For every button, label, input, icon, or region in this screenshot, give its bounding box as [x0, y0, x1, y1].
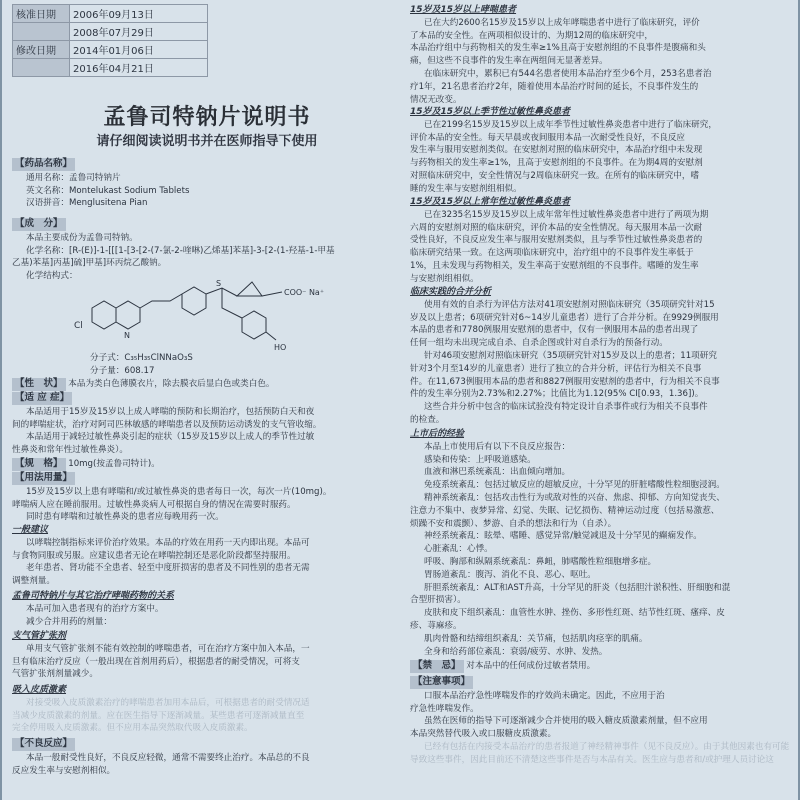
- text-line: 本品可加入患者现有的治疗方案中。: [26, 603, 164, 614]
- section-specification: [12, 458, 398, 472]
- text-line: 烦躁不安和震颤）、梦游、自杀的想法和行为（自杀）。: [410, 518, 617, 529]
- section-header: 【药品名称】: [12, 158, 75, 171]
- text-line: 针对46项安慰剂对照临床研究（35项研究针对15岁及以上的患者；11项研究: [424, 350, 717, 361]
- text-line: 心脏紊乱：心悸。: [424, 544, 493, 555]
- right-column: [410, 0, 796, 800]
- section-header: 【成 分】: [12, 218, 66, 231]
- date-value: 2006年09月13日: [70, 5, 208, 23]
- text-line: 睡的发生率与安慰剂组相似。: [410, 183, 522, 194]
- text-line: 针对3个月至14岁的儿童患者）进行了独立的合并分析，评估行为相关不良事: [410, 363, 702, 374]
- text-line: 呼吸、胸部和纵隔系统紊乱：鼻衄，肺嗜酸性粒细胞增多症。: [424, 556, 657, 567]
- section-post-marketing: [410, 428, 796, 658]
- text-line: 这些合并分析中包含的临床试验没有特定设计自杀事件或行为相关不良事件: [424, 402, 708, 413]
- subsection-header: 上市后的经验: [410, 429, 465, 439]
- text-line: 免疫系统紊乱：包括过敏反应的超敏反应，十分罕见的肝脏嗜酸性粒细胞浸润。: [424, 480, 725, 491]
- text-line: 在临床研究中，累积已有544名患者使用本品治疗至少6个月，253名患者治: [424, 68, 712, 79]
- text-line: 本品突然替代吸入或口服糖皮质激素。: [410, 729, 557, 740]
- date-label: 修改日期: [13, 41, 70, 59]
- text-line: 与安慰剂组相似。: [410, 273, 479, 284]
- text-line: 与食物同服或另服。应建议患者无论在哮喘控制还是恶化阶段都坚持服用。: [12, 550, 296, 561]
- section-header: 【适 应 症】: [12, 392, 72, 405]
- section-general-advice: [12, 524, 398, 588]
- date-row: [13, 59, 208, 77]
- text-line: 通用名称：孟鲁司特钠片: [26, 172, 121, 183]
- section-properties: [12, 378, 398, 392]
- date-value: 2014年01月06日: [70, 41, 208, 59]
- text-line: 本品为类白色薄膜衣片，除去膜衣后显白色或类白色。: [68, 379, 275, 389]
- subsection-header: 支气管扩张剂: [12, 631, 67, 641]
- text-line: 神经系统紊乱：眩晕、嗜睡、感觉异常/触觉减退及十分罕见的癫痫发作。: [424, 531, 702, 542]
- text-line: 气管扩张剂剂量减少。: [12, 669, 98, 680]
- text-line: 间的哮喘症状，治疗对阿司匹林敏感的哮喘患者以及预防运动诱发的支气管收缩。: [12, 419, 322, 430]
- chem-label-hydroxyl: HO: [274, 343, 287, 352]
- text-line: 肝胆系统紊乱：ALT和AST升高，十分罕见的肝炎（包括胆汁淤积性、肝细胞和混: [424, 582, 731, 593]
- text-line: 口服本品治疗急性哮喘发作的疗效尚未确定。因此，不应用于治: [424, 690, 665, 701]
- text-line: 本品治疗组中与药物相关的发生率≥1%且高于安慰剂组的不良事件是腹痛和头: [410, 43, 706, 54]
- text-line: 哮喘病人应在睡前服用。过敏性鼻炎病人可根据自身的情况在需要时服药。: [12, 499, 296, 510]
- text-line: 已经有包括在内接受本品治疗的患者报道了神经精神事件（见不良反应）。由于其他因素也有可能: [424, 741, 790, 752]
- text-line: 本品上市使用后有以下不良反应报告：: [424, 441, 571, 452]
- text-line: 肌肉骨骼和结缔组织紊乱：关节痛，包括肌肉痉挛的肌痛。: [424, 633, 648, 644]
- section-header: 【不良反应】: [12, 738, 75, 751]
- molecular-formula-text: 分子式：C₃₅H₃₅ClNNaO₃S: [90, 353, 193, 363]
- text-line: 乙基)苯基]丙基]硫]甲基]环丙烷乙酸钠。: [12, 258, 167, 269]
- section-combination-therapy: [12, 590, 398, 628]
- document-title: 孟鲁司特钠片说明书: [103, 105, 311, 130]
- text-line: 全身和给药部位紊乱：衰弱/疲劳、水肿、发热。: [424, 646, 608, 657]
- text-line: 1%，且未发现与药物相关，发生率高于安慰剂组的不良事件。嗜睡的发生率: [410, 260, 699, 271]
- text-line: 老年患者、肾功能不全患者、轻至中度肝损害的患者及不同性别的患者无需: [26, 563, 310, 574]
- section-indications: [12, 392, 398, 457]
- date-label: [13, 59, 70, 77]
- text-line: 同时患有哮喘和过敏性鼻炎的患者应每晚用药一次。: [26, 512, 224, 523]
- section-adverse-reactions-left: [12, 738, 398, 777]
- subsection-header: 临床实践的合并分析: [410, 287, 492, 297]
- subsection-header: 孟鲁司特钠片与其它治疗哮喘药物的关系: [12, 591, 175, 601]
- text-line: 汉语拼音：Menglusitena Pian: [26, 198, 148, 209]
- text-line: 发生率与服用安慰剂类似。在安慰剂对照的临床研究中，本品治疗组中未发现: [410, 145, 703, 156]
- text-line: 已在大约2600名15岁及15岁以上成年哮喘患者中进行了临床研究，评价: [424, 17, 700, 28]
- section-contraindications: [410, 660, 796, 674]
- section-header: 【注意事项】: [410, 676, 473, 689]
- text-line: 以哮喘控制指标来评价治疗效果。本品的疗效在用药一天内即出现。本品可: [26, 537, 310, 548]
- text-line: 六周的安慰剂对照的临床研究，评价本品的安全性情况。每天服用本品一次耐: [410, 222, 703, 233]
- molecular-weight-text: 分子量：608.17: [90, 365, 155, 376]
- subsection-header: 15岁及15岁以上常年性过敏性鼻炎患者: [410, 197, 571, 207]
- chem-label-s: S: [216, 279, 222, 288]
- section-adult-asthma: [410, 4, 796, 106]
- text-line: 完全停用吸入皮质激素。但不应用本品突然取代吸入皮质激素。: [12, 723, 253, 734]
- date-row: [13, 5, 208, 23]
- section-header: 【性 状】: [12, 378, 66, 391]
- section-ingredients: [12, 218, 398, 283]
- section-dosage: [12, 472, 398, 524]
- date-label: [13, 23, 70, 41]
- section-header: 【规 格】: [12, 458, 66, 471]
- text-line: 受性良好，不良反应发生率与服用安慰剂类似，且与季节性过敏性鼻炎患者的: [410, 235, 703, 246]
- text-line: 当减少皮质激素的剂量。应在医生指导下逐渐减量。某些患者可逐渐减量直至: [12, 710, 305, 721]
- text-line: 痛，但这些不良事件的发生率在两组间无显著差异。: [410, 56, 608, 67]
- text-line: 化学名称：[R-(E)]-1-[[[1-[3-[2-(7-氯-2-喹啉)乙烯基]苯基]-3-[2-(1-羟基-1-甲基: [26, 245, 335, 256]
- section-perennial-rhinitis: [410, 196, 796, 286]
- text-line: 单用支气管扩张剂不能有效控制的哮喘患者，可在治疗方案中加入本品，一: [26, 643, 310, 654]
- text-line: 疗1年，21名患者治疗2年，随着使用本品治疗时间的延长，不良事件发生的: [410, 81, 699, 92]
- text-line: 件的发生率分别为2.73%和2.27%；比值比为1.12(95% CI[0.93，1.36])。: [410, 389, 704, 400]
- text-line: 件。在11,673例服用本品的患者和8827例服用安慰剂的患者中，行为相关不良事: [410, 376, 720, 387]
- text-line: 减少合并用药的剂量：: [26, 616, 112, 627]
- text-line: 了本品的安全性。在两项相似设计的、为期12周的临床研究中，: [410, 30, 653, 41]
- date-value: 2008年07月29日: [70, 23, 208, 41]
- text-line: 评价本品的安全性。每天早晨或夜间服用本品一次耐受性良好，不良反应: [410, 132, 686, 143]
- subsection-header: 一般建议: [12, 525, 49, 535]
- text-line: 本品的患者和7780例服用安慰剂的患者中，仅有一例服用本品的患者出现了: [410, 325, 699, 336]
- text-line: 虽然在医师的指导下可逐渐减少合并使用的吸入糖皮质激素剂量，但不应用: [424, 716, 708, 727]
- text-line: 英文名称：Montelukast Sodium Tablets: [26, 185, 190, 196]
- section-header: 【禁 忌】: [410, 660, 464, 673]
- left-column: [12, 0, 402, 800]
- text-line: 感染和传染：上呼吸道感染。: [424, 454, 536, 465]
- section-header: 【用法用量】: [12, 472, 75, 485]
- date-value: 2016年04月21日: [70, 59, 208, 77]
- text-line: 对照临床研究中，安全性情况与2周临床研究一致。在所有的临床研究中，嗜: [410, 170, 700, 181]
- text-line: 10mg(按孟鲁司特计)。: [68, 459, 160, 469]
- text-line: 对本品中的任何成份过敏者禁用。: [466, 661, 596, 671]
- text-line: 精神系统紊乱：包括攻击性行为或敌对性的兴奋、焦虑、抑郁、方向知觉丧失、: [424, 492, 725, 503]
- revision-dates-table: [12, 4, 208, 77]
- section-pooled-analysis: [410, 286, 796, 427]
- text-line: 的检查。: [410, 414, 445, 425]
- section-precautions: [410, 676, 796, 767]
- date-label: 核准日期: [13, 5, 70, 23]
- molecular-formula: [12, 352, 398, 378]
- text-line: 胃肠道紊乱：腹泻、消化不良、恶心、呕吐。: [424, 569, 596, 580]
- text-line: 本品一般耐受性良好，不良反应轻微，通常不需要终止治疗。本品总的不良: [26, 752, 310, 763]
- text-line: 调整剂量。: [12, 576, 55, 587]
- text-line: 临床研究结果一致。在这两项临床研究中，治疗组中的不良事件发生率低于: [410, 248, 694, 259]
- text-line: 对接受吸入皮质激素治疗的哮喘患者加用本品后，可根据患者的耐受情况适: [26, 697, 310, 708]
- text-line: 疗急性哮喘发作。: [410, 703, 479, 714]
- text-line: 本品主要成份为孟鲁司特钠。: [26, 232, 138, 243]
- section-drug-name: [12, 158, 398, 210]
- text-line: 已在3235名15岁及15岁以上成年常年性过敏性鼻炎患者中进行了两项为期: [424, 209, 709, 220]
- leaflet-sheet: [2, 0, 798, 800]
- text-line: 合型肝损害）。: [410, 595, 466, 606]
- text-line: 化学结构式：: [26, 271, 78, 282]
- text-line: 15岁及15岁以上患有哮喘和/或过敏性鼻炎的患者每日一次，每次一片(10mg)。: [26, 486, 332, 497]
- text-line: 血液和淋巴系统紊乱：出血倾向增加。: [424, 467, 571, 478]
- text-line: 岁及以上患者；6项研究针对6~14岁儿童患者）进行了合并分析。在9929例服用: [410, 312, 719, 323]
- section-seasonal-rhinitis: [410, 106, 796, 196]
- text-line: 与药物相关的发生率≥1%，且高于安慰剂组的不良事件。在为期4周的安慰剂: [410, 158, 703, 169]
- date-row: [13, 41, 208, 59]
- text-line: 本品适用于15岁及15岁以上成人哮喘的预防和长期治疗，包括预防白天和夜: [26, 406, 315, 417]
- text-line: 导致这些事件，因此目前还不清楚这些事件是否与本品有关。医生应与患者和/或护理人员讨论这: [410, 754, 774, 765]
- text-line: 皮肤和皮下组织紊乱：血管性水肿、挫伤、多形性红斑、结节性红斑、瘙痒、皮: [424, 608, 725, 619]
- chem-label-cl: Cl: [74, 321, 83, 331]
- text-line: 使用有效的自杀行为评估方法对41项安慰剂对照临床研究（35项研究针对15: [424, 299, 715, 310]
- chem-label-n: N: [124, 331, 130, 340]
- section-bronchodilator: [12, 630, 398, 681]
- text-line: 本品适用于减轻过敏性鼻炎引起的症状（15岁及15岁以上成人的季节性过敏: [26, 432, 315, 443]
- text-line: 反应发生率与安慰剂相似。: [12, 765, 116, 776]
- date-row: [13, 23, 208, 41]
- text-line: 注意力不集中、夜梦异常、幻觉、失眠、记忆损伤、精神运动过度（包括易激惹、: [410, 505, 720, 516]
- text-line: 性鼻炎和常年性过敏性鼻炎）。: [12, 445, 129, 456]
- text-line: 疹、荨麻疹。: [410, 620, 462, 631]
- subsection-header: 15岁及15岁以上哮喘患者: [410, 5, 517, 15]
- document-subtitle: 请仔细阅读说明书并在医师指导下使用: [96, 134, 318, 149]
- chem-label-carboxylate: COO⁻ Na⁺: [284, 288, 325, 297]
- subsection-header: 15岁及15岁以上季节性过敏性鼻炎患者: [410, 107, 571, 117]
- text-line: 情况无改变。: [410, 94, 462, 105]
- section-inhaled-corticosteroids: [12, 684, 398, 735]
- text-line: 旦有临床治疗反应（一般出现在首剂用药后），根据患者的耐受情况，可将支: [12, 656, 300, 667]
- text-line: 已在2199名15岁及15岁以上成年季节性过敏性鼻炎患者中进行了临床研究，: [424, 119, 717, 130]
- text-line: 任何一组均未出现完成自杀、自杀企图或针对自杀行为的预备行动。: [410, 338, 668, 349]
- subsection-header: 吸入皮质激素: [12, 685, 67, 695]
